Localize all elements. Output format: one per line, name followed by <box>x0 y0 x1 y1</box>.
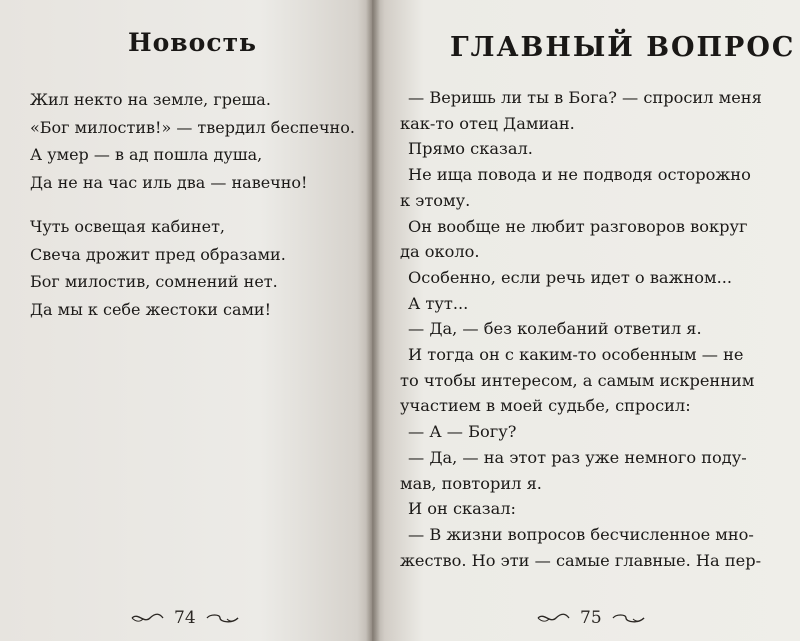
text-line: А тут... <box>408 293 469 313</box>
ornament-right-icon <box>612 611 646 625</box>
text-line: — Да, — без колебаний ответил я. <box>408 319 702 339</box>
text-line: — Веришь ли ты в Бога? — спросил меня <box>408 88 762 107</box>
verse-line: А умер — в ад пошла душа, <box>30 145 263 164</box>
chapter-title: ГЛАВНЫЙ ВОПРОС <box>450 32 796 63</box>
text-line: да около. <box>400 242 480 262</box>
text-line: то чтобы интересом, а самым искренним <box>400 370 755 390</box>
left-page <box>0 0 372 641</box>
text-line: И тогда он с каким-то особенным — не <box>408 345 744 365</box>
verse-line: Свеча дрожит пред образами. <box>30 244 286 264</box>
verse-line: «Бог милостив!» — твердил беспечно. <box>30 117 355 137</box>
ornament-left-icon <box>536 611 570 625</box>
text-line: Не ища повода и не подводя осторожно <box>408 165 751 185</box>
page-number: 74 <box>174 608 196 628</box>
text-line: жество. Но эти — самые главные. На пер- <box>400 550 762 570</box>
page-number-footer-right <box>536 608 646 628</box>
text-line: мав, повторил я. <box>400 473 542 493</box>
text-line: к этому. <box>400 190 471 210</box>
text-line: участием в моей судьбе, спросил: <box>400 396 691 416</box>
text-line: — Да, — на этот раз уже немного поду- <box>408 447 747 467</box>
text-line: — А — Богу? <box>408 422 517 442</box>
verse-line: Бог милостив, сомнений нет. <box>30 272 278 291</box>
ornament-left-icon <box>130 611 164 625</box>
ornament-right-icon <box>206 611 240 625</box>
verse-line: Да не на час иль два — навечно! <box>30 172 308 192</box>
text-line: как-то отец Дамиан. <box>400 113 575 133</box>
verse-line: Да мы к себе жестоки сами! <box>30 299 272 319</box>
page-number: 75 <box>580 608 602 628</box>
poem-stanza-2 <box>30 213 286 323</box>
poem-stanza-1 <box>30 86 355 196</box>
verse-line: Жил некто на земле, греша. <box>30 90 271 109</box>
chapter-text <box>400 85 780 573</box>
text-line: Особенно, если речь идет о важном... <box>408 267 733 287</box>
text-line: — В жизни вопросов бесчисленное мно- <box>408 524 754 544</box>
poem-title: Новость <box>128 28 258 57</box>
text-line: Прямо сказал. <box>408 139 533 159</box>
right-page <box>372 0 800 641</box>
text-line: И он сказал: <box>408 499 516 519</box>
text-line: Он вообще не любит разговоров вокруг <box>408 216 748 236</box>
verse-line: Чуть освещая кабинет, <box>30 217 225 236</box>
book-gutter <box>366 0 380 641</box>
page-number-footer-left <box>130 608 240 628</box>
